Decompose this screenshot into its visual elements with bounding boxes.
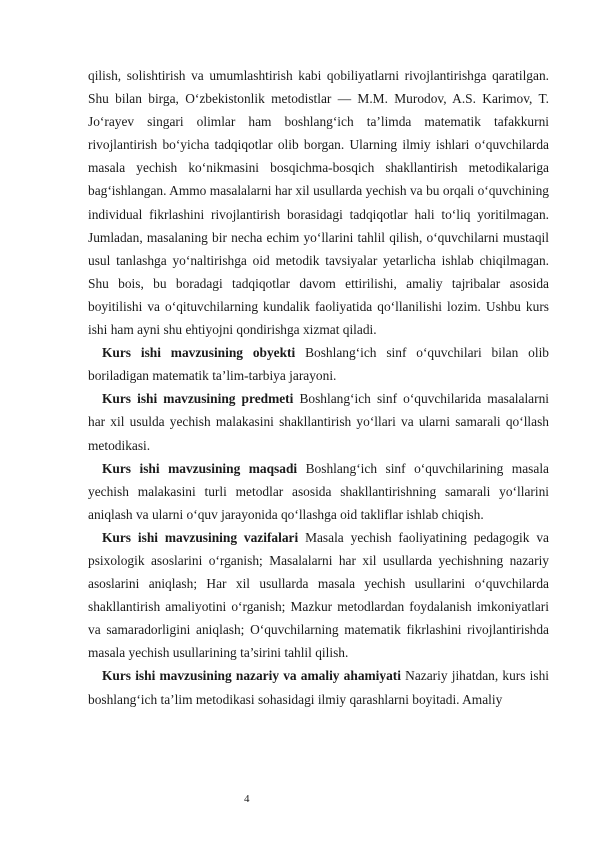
paragraph-heading: Kurs ishi mavzusining nazariy va amaliy ahamiyati: [102, 668, 401, 684]
paragraph-text: Boshlang‘ich sinf o‘quvchilari bilan olib boriladigan matematik ta’lim-tarbiya jarayoni.: [88, 345, 549, 384]
paragraph-text: qilish, solishtirish va umumlashtirish kabi qobiliyatlarni rivojlantirishga qaratilgan. Shu bilan birga, O‘zbekistonlik metodistlar — M.M. Murodov, A.S. Karimov, T. Jo‘rayev singari olimlar ham boshlang‘ich ta’limda matematik tafakkurni rivojlantirish bo‘yicha tadqiqotlar olib borgan. Ularning ilmiy ishlari o‘quvchilarda masala yechish ko‘nikmasini bosqichma-bosqich shakllantirish metodikalariga bag‘ishlangan. Ammo masalalarni har xil usullarda yechish va bu orqali o‘quvchining individual fikrlashini rivojlantirish borasidagi tadqiqotlar hali to‘liq yoritilmagan. Jumladan, masalaning bir necha echim yo‘llarini tahlil qilish, o‘quvchilarni mustaqil usul tanlashga yo‘naltirishga oid metodik tavsiyalar yetarlicha ishlab chiqilmagan. Shu bois, bu boradagi tadqiqotlar davom ettirilishi, amaliy tajribalar asosida boyitilishi va o‘qituvchilarning kundalik faoliyatida qo‘llanilishi lozim. Ushbu kurs ishi ham ayni shu ehtiyojni qondirishga xizmat qiladi.: [88, 68, 549, 338]
paragraph-subject: [88, 387, 549, 456]
paragraph-tasks: [88, 526, 549, 665]
paragraph-heading: Kurs ishi mavzusining obyekti: [102, 345, 296, 361]
paragraph-text: Boshlang‘ich sinf o‘quvchilarining masala yechish malakasini turli metodlar asosida shakllantirishning samarali yo‘llarini aniqlash va ularni o‘quv jarayonida qo‘llashga oid takliflar ishlab chiqish.: [88, 460, 549, 522]
paragraph-object: [88, 341, 549, 387]
paragraph-text: Masala yechish faoliyatining pedagogik va psixologik asoslarini o‘rganish; Masalalarni har xil usullarda yechishning nazariy asoslarini aniqlash; Har xil usullarda masala yechish usullarini o‘quvchilarda shakllantirish amaliyotini o‘rganish; Mazkur metodlardan foydalanish imkoniyatlari va samaradorligini aniqlash; O‘quvchilarning matematik fikrlashini rivojlantirishda masala yechish usullarining ta’sirini tahlil qilish.: [88, 529, 549, 661]
paragraph-goal: [88, 457, 549, 526]
paragraph-heading: Kurs ishi mavzusining predmeti: [102, 391, 294, 407]
paragraph-text: Boshlang‘ich sinf o‘quvchilarida masalalarni har xil usulda yechish malakasini shakllantirish yo‘llari va ularni samarali qo‘llash metodikasi.: [88, 391, 550, 453]
paragraph-significance: [88, 664, 549, 710]
paragraph-intro: [88, 64, 549, 341]
paragraph-text: Nazariy jihatdan, kurs ishi boshlang‘ich ta’lim metodikasi sohasidagi ilmiy qarashlarni boyitadi. Amaliy: [88, 668, 550, 707]
page-number: 4: [244, 793, 250, 805]
document-page: [88, 64, 549, 711]
paragraph-heading: Kurs ishi mavzusining vazifalari: [102, 529, 299, 545]
paragraph-heading: Kurs ishi mavzusining maqsadi: [102, 460, 298, 476]
